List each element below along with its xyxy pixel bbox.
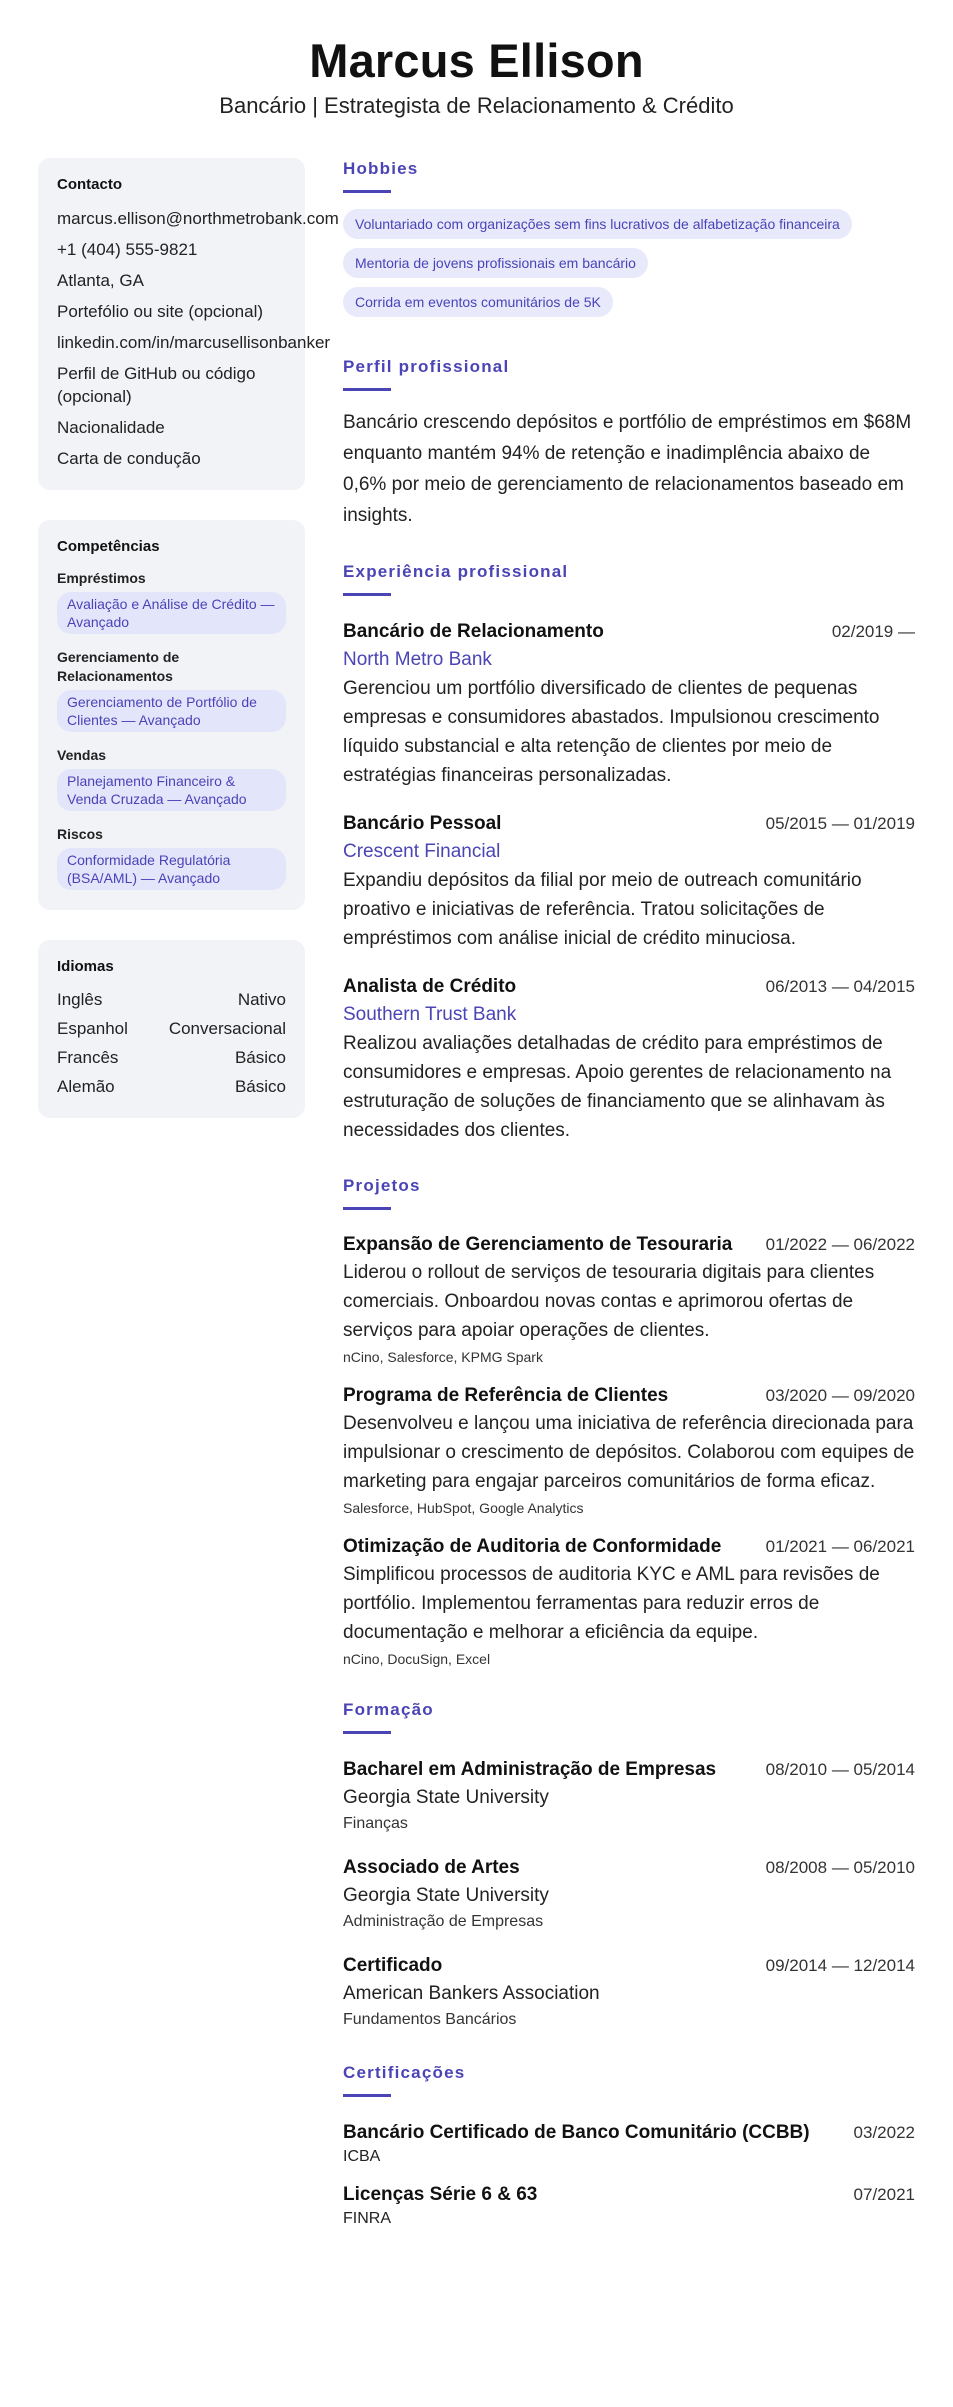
education-title: Formação xyxy=(343,1700,434,1719)
contact-title: Contacto xyxy=(57,176,122,193)
competencies-card xyxy=(38,520,305,910)
job-description: Expandiu depósitos da filial por meio de outreach comunitário proativo e iniciativas de referência. Tratou solicitações de empréstimos com análise inicial de crédito minuciosa. xyxy=(343,870,862,949)
contact-email[interactable]: marcus.ellison@northmetrobank.com xyxy=(57,209,339,228)
certification-date: 03/2022 xyxy=(853,2123,915,2142)
project-title: Expansão de Gerenciamento de Tesouraria xyxy=(343,1234,733,1255)
experience-entry xyxy=(343,973,915,1145)
school-name: American Bankers Association xyxy=(343,1983,600,2004)
language-row xyxy=(57,1018,286,1040)
skill-pill: Gerenciamento de Portfólio de Clientes — Avançado xyxy=(57,690,286,732)
section-divider xyxy=(343,1207,391,1210)
language-level: Básico xyxy=(234,1048,286,1067)
competency-group xyxy=(57,648,286,732)
language-name: Francês xyxy=(57,1048,119,1067)
section-divider xyxy=(343,190,391,193)
main-content xyxy=(343,158,915,2259)
experience-title: Experiência profissional xyxy=(343,562,569,581)
language-name: Alemão xyxy=(57,1077,115,1096)
project-entry xyxy=(343,1534,915,1669)
candidate-subtitle: Bancário | Estrategista de Relacionamento & Crédito xyxy=(219,93,734,118)
job-description: Realizou avaliações detalhadas de crédito para empréstimos de consumidores e empresas. Apoio gerentes de relacionamento na estruturação de soluções de financiamento que se alinhavam às necessidades dos clientes. xyxy=(343,1033,892,1141)
job-title: Bancário de Relacionamento xyxy=(343,621,604,642)
hobbies-list xyxy=(343,209,915,326)
project-entry xyxy=(343,1232,915,1367)
degree-date: 08/2010 — 05/2014 xyxy=(765,1760,915,1779)
language-name: Espanhol xyxy=(57,1019,128,1038)
certification-name: Bancário Certificado de Banco Comunitário (CCBB) xyxy=(343,2122,810,2143)
competency-group xyxy=(57,825,286,890)
job-company: Crescent Financial xyxy=(343,841,501,862)
project-description: Liderou o rollout de serviços de tesouraria digitais para clientes comerciais. Onboardou novas contas e aprimorou ofertas de serviços para apoiar operações de clientes. xyxy=(343,1262,875,1341)
section-divider xyxy=(343,2094,391,2097)
job-date: 02/2019 — xyxy=(831,622,915,641)
competency-group xyxy=(57,569,286,634)
field-of-study: Administração de Empresas xyxy=(343,1913,544,1930)
competency-label: Riscos xyxy=(57,826,103,842)
language-row xyxy=(57,989,286,1011)
job-title: Bancário Pessoal xyxy=(343,813,502,834)
profile-section xyxy=(343,356,915,531)
section-divider xyxy=(343,388,391,391)
hobbies-section xyxy=(343,158,915,326)
profile-summary: Bancário crescendo depósitos e portfólio de empréstimos em $68M enquanto mantém 94% de retenção e inadimplência abaixo de 0,6% por meio de gerenciamento de relacionamentos baseado em insights. xyxy=(343,412,912,526)
field-of-study: Fundamentos Bancários xyxy=(343,2011,517,2028)
certification-issuer: FINRA xyxy=(343,2210,391,2227)
school-name: Georgia State University xyxy=(343,1787,549,1808)
field-of-study: Finanças xyxy=(343,1815,408,1832)
certification-entry xyxy=(343,2181,915,2229)
projects-section xyxy=(343,1175,915,1669)
project-date: 01/2021 — 06/2021 xyxy=(765,1537,915,1556)
certifications-title: Certificações xyxy=(343,2063,466,2082)
degree-date: 09/2014 — 12/2014 xyxy=(765,1956,915,1975)
competency-group xyxy=(57,746,286,811)
profile-title: Perfil profissional xyxy=(343,357,510,376)
certifications-section xyxy=(343,2062,915,2229)
contact-location: Atlanta, GA xyxy=(57,271,144,290)
hobby-pill: Voluntariado com organizações sem fins lucrativos de alfabetização financeira xyxy=(343,209,852,239)
contact-linkedin[interactable]: linkedin.com/in/marcusellisonbanker xyxy=(57,333,331,352)
degree-title: Certificado xyxy=(343,1955,443,1976)
contact-portfolio[interactable]: Portefólio ou site (opcional) xyxy=(57,302,264,321)
experience-entry xyxy=(343,810,915,953)
project-date: 03/2020 — 09/2020 xyxy=(765,1386,915,1405)
certification-name: Licenças Série 6 & 63 xyxy=(343,2184,538,2205)
experience-section xyxy=(343,561,915,1145)
education-entry xyxy=(343,1952,915,2032)
job-company: Southern Trust Bank xyxy=(343,1004,517,1025)
certification-entry xyxy=(343,2119,915,2167)
education-entry xyxy=(343,1854,915,1934)
skill-pill: Conformidade Regulatória (BSA/AML) — Avançado xyxy=(57,848,286,890)
project-description: Desenvolveu e lançou uma iniciativa de referência direcionada para impulsionar o crescimento de depósitos. Colaborou com equipes de marketing para engajar parceiros comunitários de forma eficaz. xyxy=(343,1413,915,1492)
project-title: Otimização de Auditoria de Conformidade xyxy=(343,1536,722,1557)
project-tools: nCino, DocuSign, Excel xyxy=(343,1651,491,1667)
school-name: Georgia State University xyxy=(343,1885,549,1906)
skill-pill: Avaliação e Análise de Crédito — Avançado xyxy=(57,592,286,634)
section-divider xyxy=(343,593,391,596)
language-name: Inglês xyxy=(57,990,103,1009)
job-date: 06/2013 — 04/2015 xyxy=(765,977,915,996)
job-date: 05/2015 — 01/2019 xyxy=(765,814,915,833)
left-sidebar xyxy=(38,158,339,1148)
project-description: Simplificou processos de auditoria KYC e AML para revisões de portfólio. Implementou ferramentas para reduzir erros de documentação e melhorar a eficiência da equipe. xyxy=(343,1564,880,1643)
candidate-name: Marcus Ellison xyxy=(309,34,644,87)
degree-date: 08/2008 — 05/2010 xyxy=(765,1858,915,1877)
section-divider xyxy=(343,1731,391,1734)
certification-issuer: ICBA xyxy=(343,2148,381,2165)
language-row xyxy=(57,1076,286,1098)
contact-nationality: Nacionalidade xyxy=(57,418,165,437)
hobby-pill: Corrida em eventos comunitários de 5K xyxy=(343,287,613,317)
hobbies-title: Hobbies xyxy=(343,159,419,178)
project-date: 01/2022 — 06/2022 xyxy=(765,1235,915,1254)
degree-title: Associado de Artes xyxy=(343,1857,520,1878)
language-level: Conversacional xyxy=(168,1019,286,1038)
job-description: Gerenciou um portfólio diversificado de clientes de pequenas empresas e consumidores abastados. Impulsionou crescimento líquido substancial e alta retenção de clientes por meio de estratégias financeiras personalizadas. xyxy=(343,678,880,786)
education-entry xyxy=(343,1756,915,1836)
language-row xyxy=(57,1047,286,1069)
competencies-title: Competências xyxy=(57,538,160,555)
project-tools: nCino, Salesforce, KPMG Spark xyxy=(343,1349,543,1365)
language-level: Nativo xyxy=(237,990,286,1009)
projects-title: Projetos xyxy=(343,1176,421,1195)
competency-label: Gerenciamento de Relacionamentos xyxy=(57,649,180,684)
certification-date: 07/2021 xyxy=(853,2185,915,2204)
skill-pill: Planejamento Financeiro & Venda Cruzada — Avançado xyxy=(57,769,286,811)
competency-label: Vendas xyxy=(57,747,107,763)
project-entry xyxy=(343,1383,915,1518)
competency-label: Empréstimos xyxy=(57,570,146,586)
degree-title: Bacharel em Administração de Empresas xyxy=(343,1759,717,1780)
contact-card xyxy=(38,158,339,490)
contact-github[interactable]: Perfil de GitHub ou código (opcional) xyxy=(57,364,256,406)
language-level: Básico xyxy=(234,1077,286,1096)
resume-header xyxy=(0,32,953,120)
education-section xyxy=(343,1699,915,2032)
job-title: Analista de Crédito xyxy=(343,976,517,997)
contact-license: Carta de condução xyxy=(57,449,201,468)
languages-title: Idiomas xyxy=(57,958,114,975)
project-tools: Salesforce, HubSpot, Google Analytics xyxy=(343,1500,584,1516)
project-title: Programa de Referência de Clientes xyxy=(343,1385,669,1406)
hobby-pill: Mentoria de jovens profissionais em bancário xyxy=(343,248,648,278)
languages-card xyxy=(38,940,305,1118)
contact-phone[interactable]: +1 (404) 555-9821 xyxy=(57,240,198,259)
job-company: North Metro Bank xyxy=(343,649,492,670)
experience-entry xyxy=(343,618,915,790)
